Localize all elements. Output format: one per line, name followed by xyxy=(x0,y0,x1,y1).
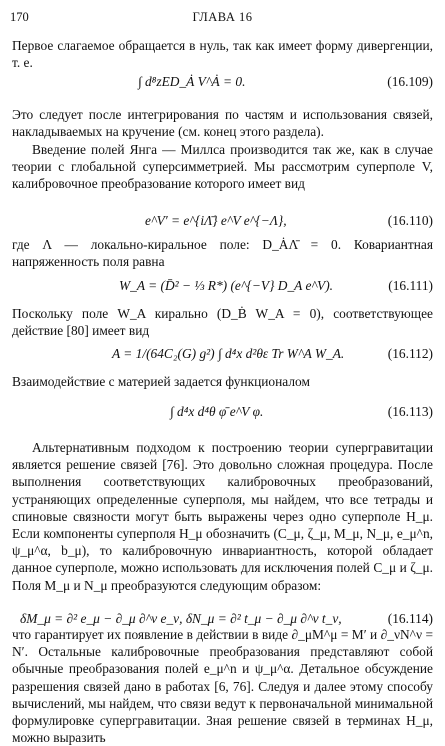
equation-formula: ∫ d⁴x d⁴θ φ̄ e^V φ. xyxy=(170,404,264,419)
equation-formula: e^V′ = e^{iΛ̄} e^V e^{−Λ}, xyxy=(145,213,287,228)
paragraph-7: Альтернативным подходом к построению теории супергравитации является решение связей [76]. Это довольно сложная процедура. После выполнения соответствующих калибровочных преобразований, устраняющих определенные суперполя, мы найдем, что все тетрады и спиновые связности могут быть выражены через одно суперполе H_μ. Если компоненты суперполя H_μ обозначить (C_μ, ζ_μ, M_μ, N_μ, e_μ^n, ψ_μ^α, b_μ), то калибровочную инвариантность, которой обладает данное суперполе, можно использовать для исключения полей C_μ и ζ_μ. Поля M_μ и N_μ преобразуются следующим образом: xyxy=(12,440,433,593)
equation-number: (16.111) xyxy=(388,278,433,293)
paragraph-4: где Λ — локально-киральное поле: D_ȦΛ̄ = 0. Ковариантная напряженность поля равна xyxy=(12,237,433,270)
paragraph-8: что гарантирует их появление в действии в виде ∂_μM^μ = M′ и ∂_νN^ν = N′. Остальные калибровочные преобразования представляют собой обычные преобразования полей e_μ^n и ψ_μ^α. Детальное обсуждение разрешения связей дано в работах [6, 76]. Следуя и далее этому способу вычислений, мы найдем, что связи ведут к первоначальной минимальной формулировке супергравитации. Зная решение связей в терминах H_μ, можно выразить xyxy=(12,627,433,746)
equation-16-113 xyxy=(12,403,433,427)
equation-formula: ∫ d⁸zED_Ȧ V^Ȧ = 0. xyxy=(138,74,246,89)
equation-formula: δM_μ = ∂² e_μ − ∂_μ ∂^ν e_ν, δN_μ = ∂² t_μ − ∂_μ ∂^ν t_ν, xyxy=(20,611,342,626)
equation-number: (16.112) xyxy=(387,346,433,361)
chapter-title: ГЛАВА 16 xyxy=(192,10,253,24)
equation-16-110 xyxy=(12,212,433,236)
equation-number: (16.110) xyxy=(387,213,433,228)
equation-formula: W_A = (D̄² − ⅓ R*) (e^{−V} D_A e^V). xyxy=(119,278,334,293)
paragraph-5: Поскольку поле W_A кирально (D_Ḃ W_A = 0), соответствующее действие [80] имеет вид xyxy=(12,306,433,339)
equation-16-112 xyxy=(12,345,433,369)
equation-number: (16.114) xyxy=(387,611,433,626)
equation-16-111 xyxy=(12,277,433,301)
page-number: 170 xyxy=(10,10,29,24)
equation-number: (16.113) xyxy=(387,404,433,419)
paragraph-2: Это следует после интегрирования по частям и использования связей, накладываемых на кручение (см. конец этого раздела). xyxy=(12,107,433,140)
paragraph-3: Введение полей Янга — Миллса производится так же, как в случае теории с глобальной суперсимметрией. Мы рассмотрим суперполе V, калибровочное преобразование которого имеет вид xyxy=(12,142,433,192)
running-header xyxy=(10,9,435,25)
equation-16-109 xyxy=(12,73,433,97)
paragraph-6: Взаимодействие с материей задается функционалом xyxy=(12,374,310,389)
paragraph-1: Первое слагаемое обращается в нуль, так как имеет форму дивергенции, т. е. xyxy=(12,38,433,71)
equation-number: (16.109) xyxy=(387,74,433,89)
equation-formula: A = 1/(64C₂(G) g²) ∫ d⁴x d²θε Tr W^A W_A. xyxy=(112,346,345,361)
